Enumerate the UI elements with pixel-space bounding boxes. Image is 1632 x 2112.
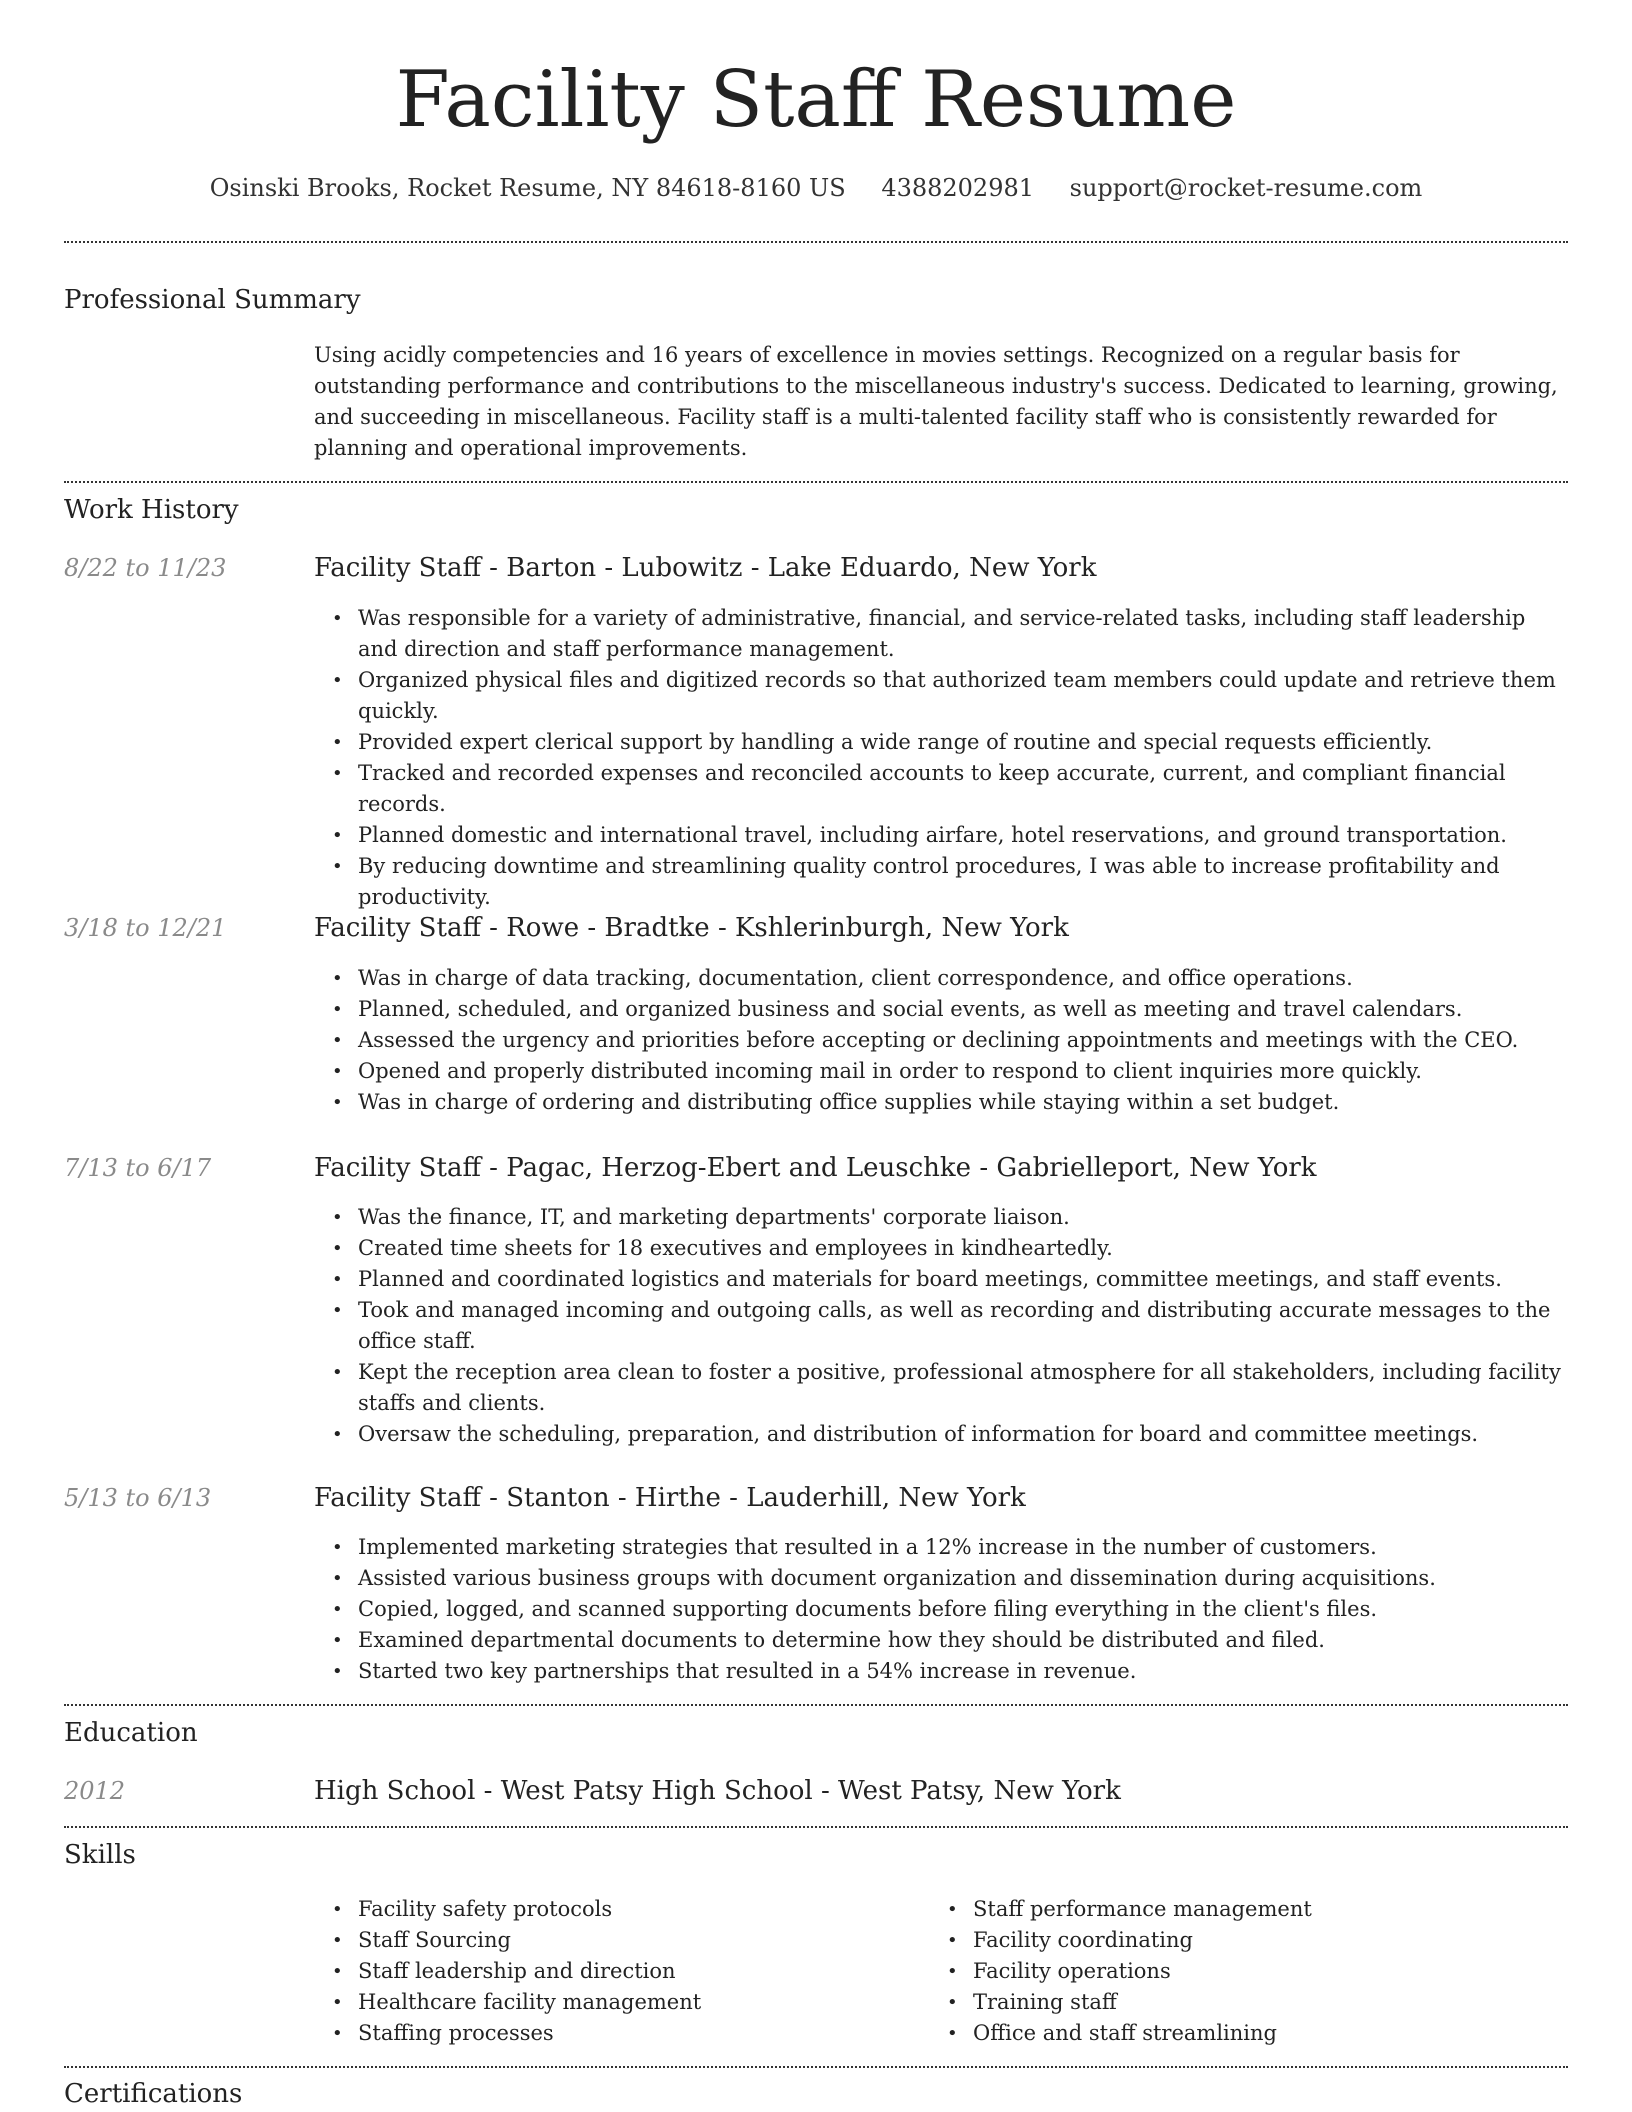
job-bullets <box>358 1202 1568 1450</box>
job-title: Facility Staff - Stanton - Hirthe - Lauderhill, New York <box>314 1483 1026 1513</box>
skills-list-left <box>358 1894 938 2049</box>
section-divider <box>64 241 1568 243</box>
summary-text: Using acidly competencies and 16 years of excellence in movies settings. Recognized on a regular basis for outstanding performance and contributions to the miscellaneous industry's success. Dedicated to learning, growing, and succeeding in miscellaneous. Facility staff is a multi-talented facility staff who is consistently rewarded for planning and operational improvements. <box>314 343 1558 460</box>
education-date: 2012 <box>64 1777 126 1805</box>
job-bullet: • Planned domestic and international travel, including airfare, hotel reservations, and ground transportation. <box>358 820 1568 851</box>
section-divider <box>64 481 1568 483</box>
job-title: Facility Staff - Barton - Lubowitz - Lake Eduardo, New York <box>314 553 1097 583</box>
contact-address: Osinski Brooks, Rocket Resume, NY 84618-8160 US <box>209 174 846 202</box>
job-bullets <box>358 1532 1568 1687</box>
skill-item: • Healthcare facility management <box>358 1987 938 2018</box>
skill-item: • Staff Sourcing <box>358 1925 938 1956</box>
job-bullet: • Examined departmental documents to determine how they should be distributed and filed. <box>358 1625 1568 1656</box>
skill-item: • Office and staff streamlining <box>973 2018 1568 2049</box>
section-heading-education: Education <box>64 1718 198 1748</box>
job-bullet: • Organized physical files and digitized records so that authorized team members could update and retrieve them quickly. <box>358 665 1568 727</box>
job-bullet: • Tracked and recorded expenses and reconciled accounts to keep accurate, current, and compliant financial records. <box>358 758 1568 820</box>
skill-item: • Staff leadership and direction <box>358 1956 938 1987</box>
skill-item: • Staffing processes <box>358 2018 938 2049</box>
section-heading-work: Work History <box>64 495 239 525</box>
contact-line <box>64 170 1568 206</box>
job-dates: 5/13 to 6/13 <box>64 1484 212 1512</box>
section-divider <box>64 2066 1568 2068</box>
skill-item: • Facility coordinating <box>973 1925 1568 1956</box>
section-heading-certifications: Certifications <box>64 2079 243 2109</box>
job-dates: 7/13 to 6/17 <box>64 1154 212 1182</box>
job-bullet: • Took and managed incoming and outgoing calls, as well as recording and distributing accurate messages to the office staff. <box>358 1295 1568 1357</box>
job-bullet: • Was in charge of ordering and distributing office supplies while staying within a set budget. <box>358 1087 1568 1118</box>
section-divider <box>64 1704 1568 1706</box>
job-title: Facility Staff - Rowe - Bradtke - Kshlerinburgh, New York <box>314 913 1069 943</box>
resume-title: Facility Staff Resume <box>395 55 1237 145</box>
skill-item: • Facility operations <box>973 1956 1568 1987</box>
job-bullets <box>358 963 1568 1118</box>
job-bullet: • Opened and properly distributed incoming mail in order to respond to client inquiries more quickly. <box>358 1056 1568 1087</box>
job-bullet: • Was in charge of data tracking, documentation, client correspondence, and office operations. <box>358 963 1568 994</box>
job-bullet: • Was responsible for a variety of administrative, financial, and service-related tasks, including staff leadership and direction and staff performance management. <box>358 603 1568 665</box>
job-title: Facility Staff - Pagac, Herzog-Ebert and Leuschke - Gabrielleport, New York <box>314 1153 1317 1183</box>
section-heading-skills: Skills <box>64 1840 136 1870</box>
job-bullets <box>358 603 1568 913</box>
job-bullet: • Assisted various business groups with document organization and dissemination during acquisitions. <box>358 1563 1568 1594</box>
skill-item: • Training staff <box>973 1987 1568 2018</box>
job-bullet: • Kept the reception area clean to foster a positive, professional atmosphere for all stakeholders, including facility staffs and clients. <box>358 1357 1568 1419</box>
skill-item: • Facility safety protocols <box>358 1894 938 1925</box>
job-bullet: • By reducing downtime and streamlining quality control procedures, I was able to increase profitability and productivity. <box>358 851 1568 913</box>
job-bullet: • Planned and coordinated logistics and materials for board meetings, committee meetings, and staff events. <box>358 1264 1568 1295</box>
education-entry: High School - West Patsy High School - West Patsy, New York <box>314 1776 1121 1806</box>
section-heading-summary: Professional Summary <box>64 285 361 315</box>
job-bullet: • Was the finance, IT, and marketing departments' corporate liaison. <box>358 1202 1568 1233</box>
job-bullet: • Copied, logged, and scanned supporting documents before filing everything in the client's files. <box>358 1594 1568 1625</box>
job-bullet: • Oversaw the scheduling, preparation, and distribution of information for board and committee meetings. <box>358 1419 1568 1450</box>
job-bullet: • Assessed the urgency and priorities before accepting or declining appointments and meetings with the CEO. <box>358 1025 1568 1056</box>
skill-item: • Staff performance management <box>973 1894 1568 1925</box>
skills-list-right <box>973 1894 1568 2049</box>
job-dates: 3/18 to 12/21 <box>64 914 227 942</box>
job-bullet: • Implemented marketing strategies that resulted in a 12% increase in the number of customers. <box>358 1532 1568 1563</box>
job-dates: 8/22 to 11/23 <box>64 554 227 582</box>
contact-phone: 4388202981 <box>881 174 1035 202</box>
job-bullet: • Planned, scheduled, and organized business and social events, as well as meeting and travel calendars. <box>358 994 1568 1025</box>
contact-email: support@rocket-resume.com <box>1069 174 1423 202</box>
resume-page <box>64 0 1568 2112</box>
section-divider <box>64 1826 1568 1828</box>
job-bullet: • Started two key partnerships that resulted in a 54% increase in revenue. <box>358 1656 1568 1687</box>
job-bullet: • Provided expert clerical support by handling a wide range of routine and special requests efficiently. <box>358 727 1568 758</box>
job-bullet: • Created time sheets for 18 executives and employees in kindheartedly. <box>358 1233 1568 1264</box>
